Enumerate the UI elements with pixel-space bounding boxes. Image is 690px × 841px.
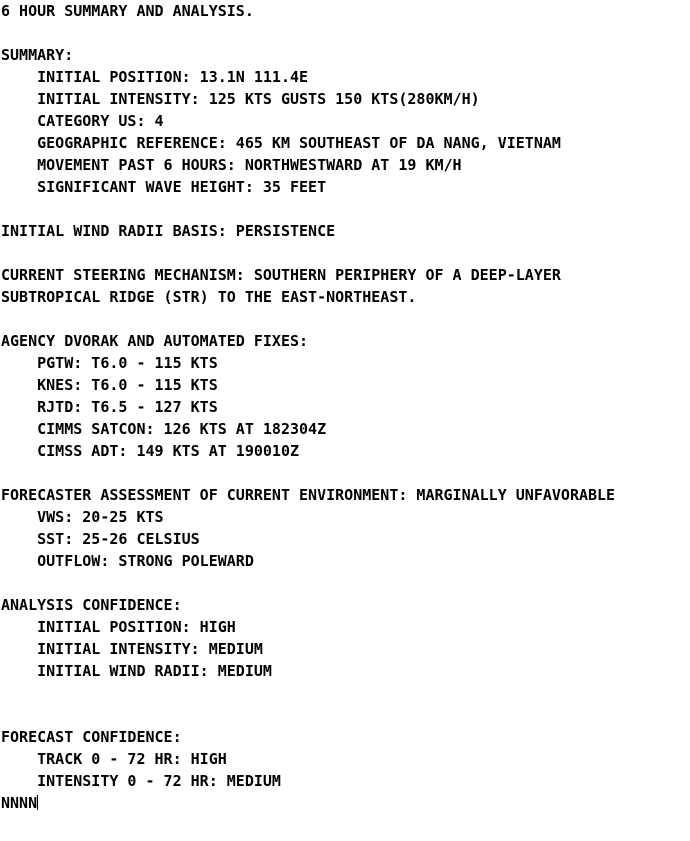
text-line: CATEGORY US: 4 [1,112,164,130]
text-line: INTENSITY 0 - 72 HR: MEDIUM [1,772,281,790]
text-line: AGENCY DVORAK AND AUTOMATED FIXES: [1,332,309,350]
text-line: INITIAL POSITION: 13.1N 111.4E [1,68,309,86]
text-caret [37,795,38,810]
text-line: CIMMS SATCON: 126 KTS AT 182304Z [1,420,327,438]
text-line: 6 HOUR SUMMARY AND ANALYSIS. [1,2,254,20]
blank-line [0,22,690,44]
text-line: SUBTROPICAL RIDGE (STR) TO THE EAST-NORTHEAST. [1,288,417,306]
text-line: SIGNIFICANT WAVE HEIGHT: 35 FEET [1,178,327,196]
text-line: ANALYSIS CONFIDENCE: [1,596,182,614]
blank-line [0,308,690,330]
text-line: CURRENT STEERING MECHANISM: SOUTHERN PERIPHERY OF A DEEP-LAYER [1,266,561,284]
text-line: VWS: 20-25 KTS [1,508,164,526]
text-line: INITIAL POSITION: HIGH [1,618,236,636]
text-line: RJTD: T6.5 - 127 KTS [1,398,218,416]
text-line: PGTW: T6.0 - 115 KTS [1,354,218,372]
text-line: CIMSS ADT: 149 KTS AT 190010Z [1,442,300,460]
blank-line [0,242,690,264]
text-line: MOVEMENT PAST 6 HOURS: NORTHWESTWARD AT 19 KM/H [1,156,462,174]
text-line: SUMMARY: [1,46,74,64]
blank-line [0,462,690,484]
blank-line [0,682,690,704]
blank-line [0,704,690,726]
text-line: NNNN [1,794,38,812]
text-line: FORECAST CONFIDENCE: [1,728,182,746]
text-line: INITIAL WIND RADII: MEDIUM [1,662,272,680]
text-line: KNES: T6.0 - 115 KTS [1,376,218,394]
text-line: OUTFLOW: STRONG POLEWARD [1,552,254,570]
text-line: TRACK 0 - 72 HR: HIGH [1,750,227,768]
text-line: INITIAL INTENSITY: 125 KTS GUSTS 150 KTS(280KM/H) [1,90,480,108]
blank-line [0,198,690,220]
text-line: FORECASTER ASSESSMENT OF CURRENT ENVIRONMENT: MARGINALLY UNFAVORABLE [1,486,616,504]
text-line: SST: 25-26 CELSIUS [1,530,200,548]
blank-line [0,572,690,594]
text-line: INITIAL WIND RADII BASIS: PERSISTENCE [1,222,336,240]
text-line: GEOGRAPHIC REFERENCE: 465 KM SOUTHEAST OF DA NANG, VIETNAM [1,134,561,152]
text-line: INITIAL INTENSITY: MEDIUM [1,640,263,658]
